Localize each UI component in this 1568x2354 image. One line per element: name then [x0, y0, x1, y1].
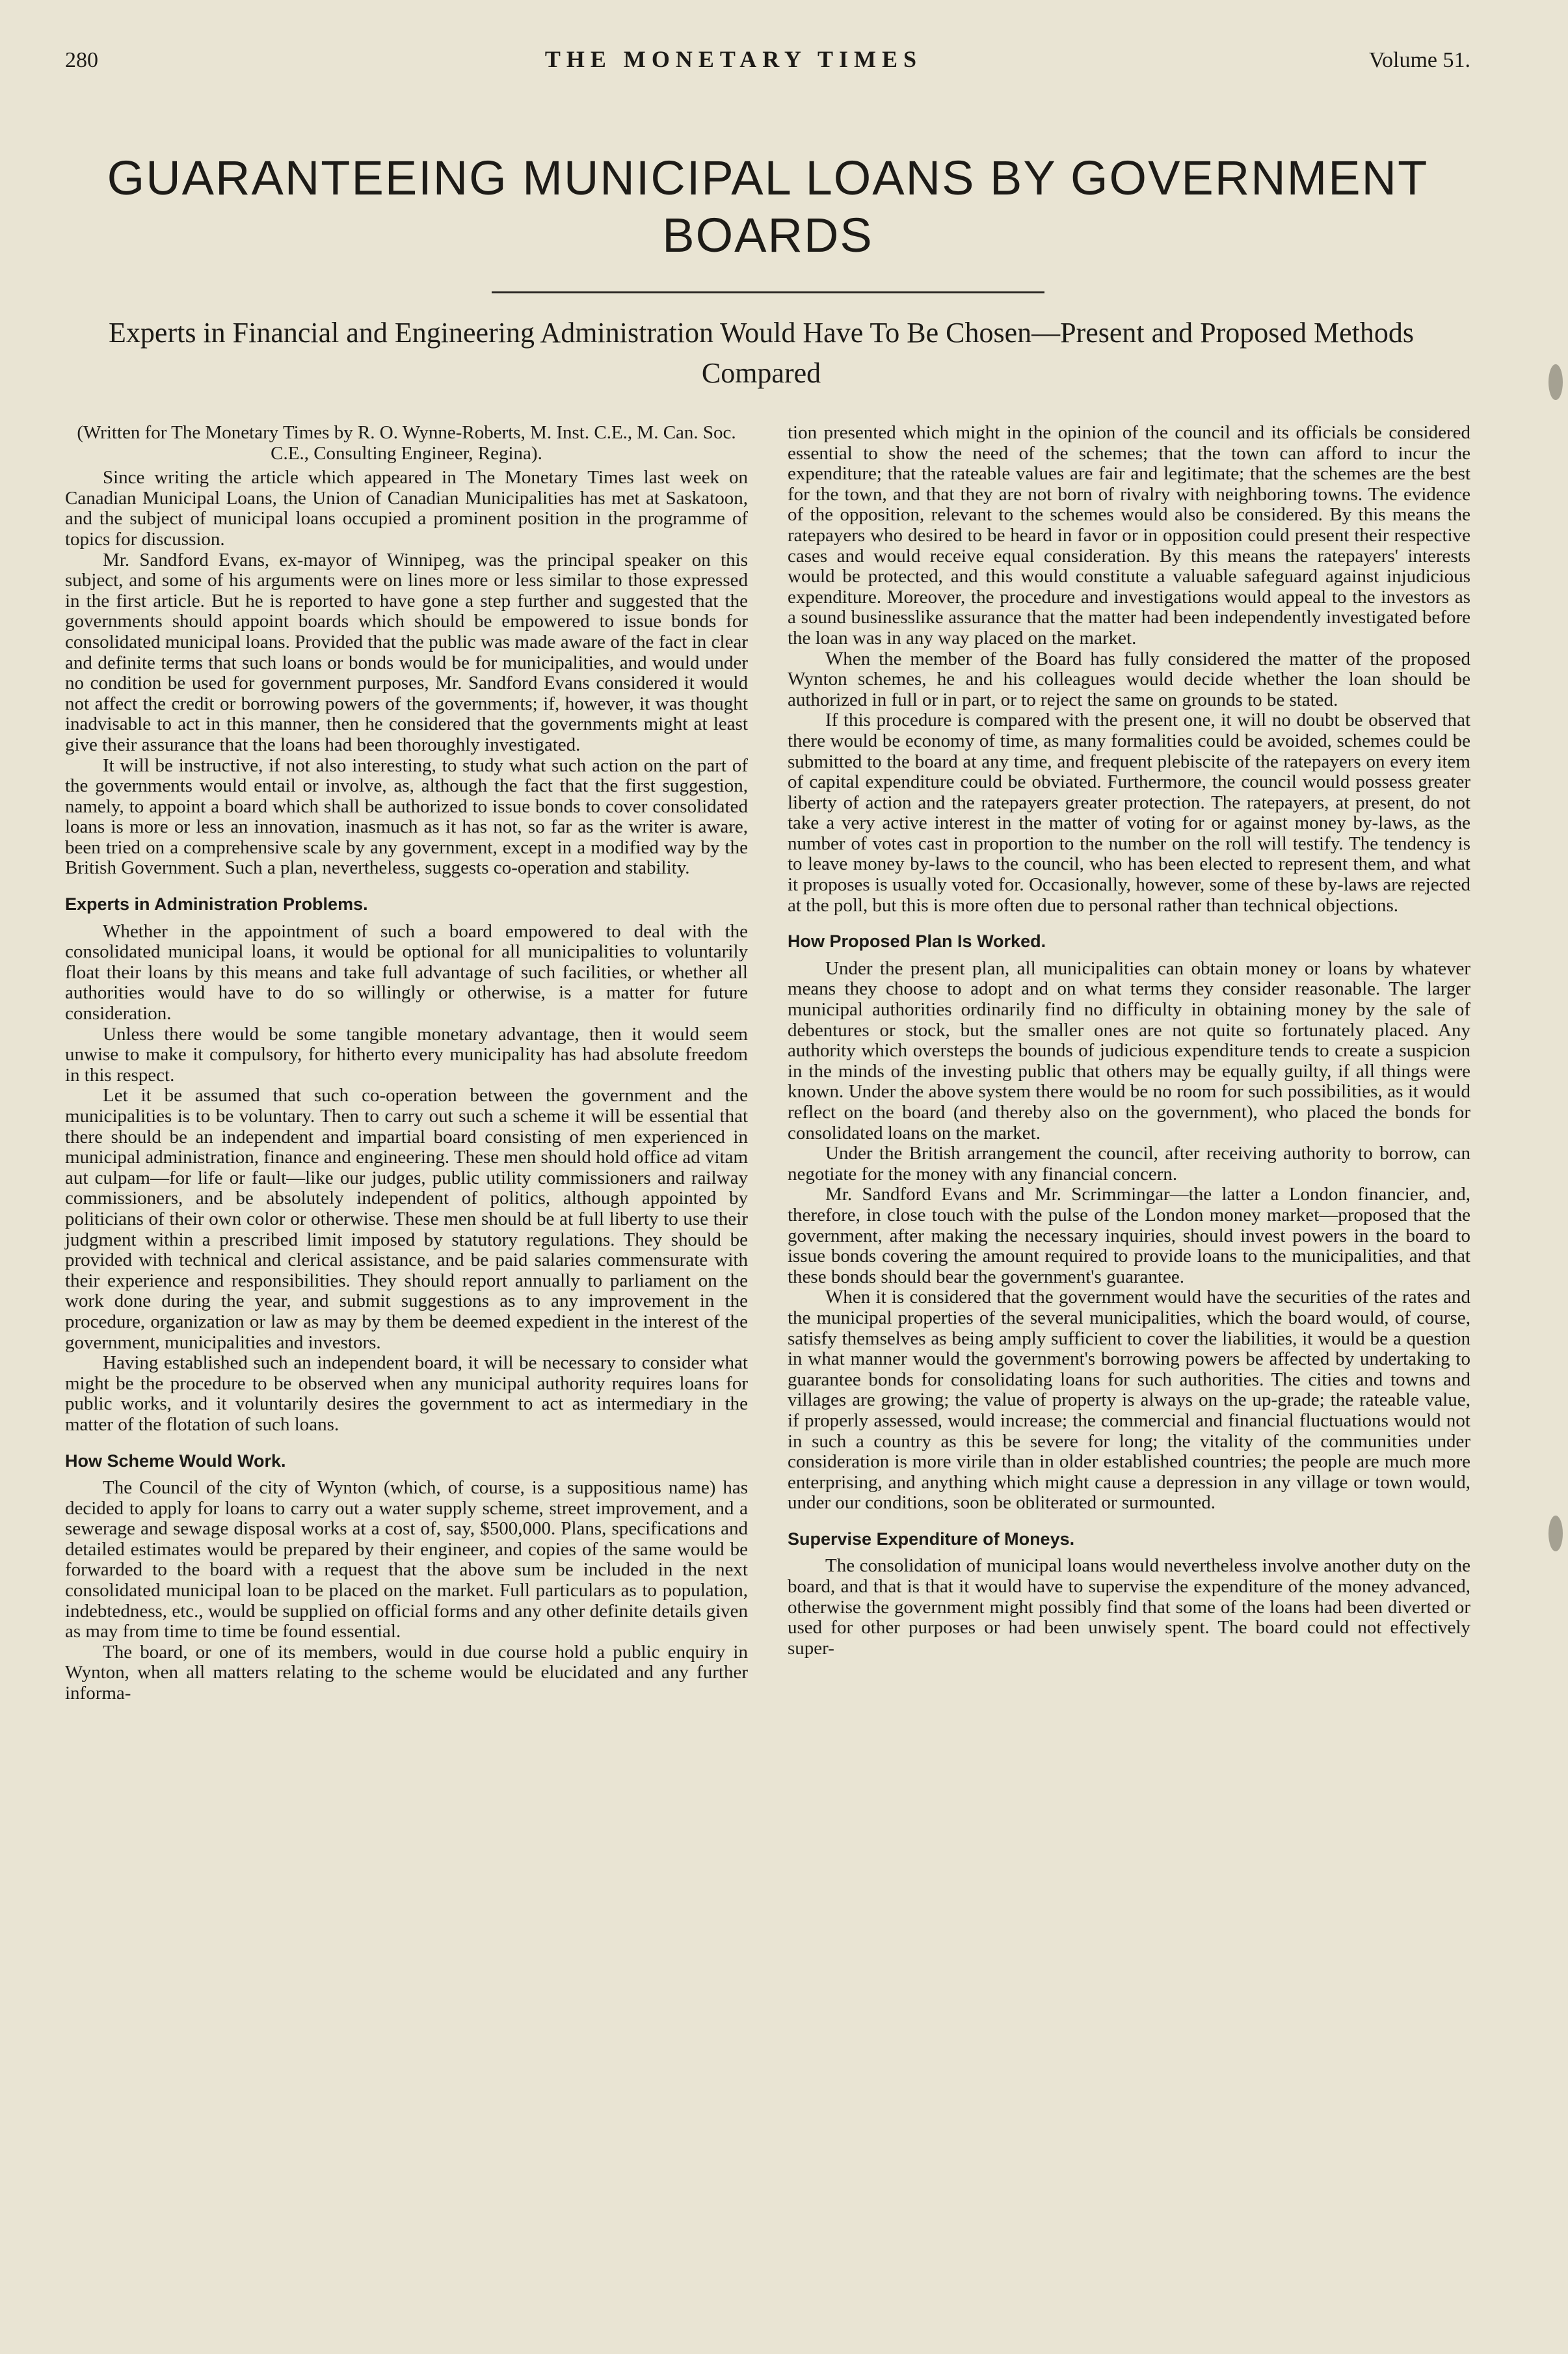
paragraph: Mr. Sandford Evans, ex-mayor of Winnipeg, was the principal speaker on this subject, and some of his arguments were on lines more or less similar to those expressed in the first article. But he is reported to have gone a step further and suggested that the governments should appoint boards which should be empowered to issue bonds for consolidated municipal loans. Provided that the public was made aware of the fact in clear and definite terms that such loans or bonds would be for municipalities, and would under no condition be used for government purposes, Mr. Sandford Evans considered it would not affect the credit or borrowing powers of the governments; if, however, it was thought inadvisable to act in this manner, then he considered that the governments might at least give their assurance that the loans had been thoroughly investigated.	[65, 549, 748, 755]
paragraph: Unless there would be some tangible monetary advantage, then it would seem unwise to make it compulsory, for hitherto every municipality has had absolute freedom in this respect.	[65, 1023, 748, 1086]
page-number: 280	[65, 48, 98, 72]
article-subtitle: Experts in Financial and Engineering Administration Would Have To Be Chosen—Present and Proposed Methods Compared	[109, 317, 1414, 389]
running-head	[65, 46, 1470, 85]
paragraph: Under the present plan, all municipalities can obtain money or loans by whatever means they choose to adopt and on what terms they consider reasonable. The larger municipal authorities ordinarily find no difficulty in obtaining money by the sale of debentures or stock, but the smaller ones are not quite so fortunately placed. Any authority which oversteps the bounds of judicious expenditure tends to create a suspicion in the minds of the investing public that others may be equally guilty, if all things were known. Under the above system there would be no room for such possibilities, as it would reflect on the board (and thereby also on the government), who placed the bonds for consolidated loans on the market.	[788, 957, 1470, 1144]
paragraph: Having established such an independent board, it will be necessary to consider what might be the procedure to be observed when any municipal authority requires loans for public works, and it voluntarily desires the government to act as intermediary in the matter of the flotation of such loans.	[65, 1352, 748, 1435]
article-body	[65, 423, 1470, 1704]
paragraph: It will be instructive, if not also interesting, to study what such action on the part of the governments would entail or involve, as, although the fact that the first suggestion, namely, to appoint a board which shall be authorized to issue bonds to cover consolidated loans is more or less an innovation, inasmuch as it has not, so far as the writer is aware, been tried on a comprehensive scale by any government, except in a modified way by the British Government. Such a plan, nevertheless, suggests co-operation and stability.	[65, 755, 748, 879]
byline: (Written for The Monetary Times by R. O. Wynne-Roberts, M. Inst. C.E., M. Can. Soc. C.E., Consulting Engineer, Regina).	[77, 422, 736, 464]
left-column	[65, 423, 748, 1704]
section-heading: How Scheme Would Work.	[65, 1451, 286, 1471]
page-edge-mark	[1548, 1516, 1563, 1551]
paragraph: Under the British arrangement the council, after receiving authority to borrow, can negotiate for the money with any financial concern.	[788, 1143, 1470, 1184]
section-heading: Experts in Administration Problems.	[65, 894, 368, 915]
section-heading: Supervise Expenditure of Moneys.	[788, 1529, 1075, 1549]
paragraph: The board, or one of its members, would in due course hold a public enquiry in Wynton, when all matters relating to the scheme would be elucidated and any further informa-	[65, 1641, 748, 1704]
paragraph: If this procedure is compared with the present one, it will no doubt be observed that there would be economy of time, as many formalities could be avoided, schemes could be submitted to the board at any time, and frequent plebiscite of the ratepayers on every item of capital expenditure could be obviated. Furthermore, the council would possess greater liberty of action and the ratepayers greater protection. The ratepayers, at present, do not take a very active interest in the matter of voting for or against money by-laws, as the number of votes cast in proportion to the number on the roll will testify. The tendency is to leave money by-laws to the council, who has been elected to represent them, and what it proposes is usually voted for. Occasionally, however, some of these by-laws are rejected at the poll, but this is more often due to personal rather than technical objections.	[788, 710, 1470, 916]
paragraph: The consolidation of municipal loans would nevertheless involve another duty on the board, and that is that it would have to supervise the expenditure of the money advanced, otherwise the government might possibly find that some of the loans had been diverted or used for other purposes or had been unwisely spent. The board could not effectively super-	[788, 1555, 1470, 1659]
paragraph: When it is considered that the government would have the securities of the rates and the municipal properties of the several municipalities, which the board would, of course, satisfy themselves as being amply sufficient to cover the liabilities, it would be a question in what manner would the government's borrowing powers be affected by undertaking to guarantee bonds for consolidating loans for such authorities. The cities and towns and villages are growing; the value of property is always on the up-grade; the rateable value, if properly assessed, would increase; the commercial and financial fluctuations would not in such a country as this be severe for long; the vitality of the communities under consideration is more virile than in older established countries; the people are much more enterprising, and anything which might cause a depression in any village or town would, under our conditions, soon be obliterated or surmounted.	[788, 1287, 1470, 1514]
title-divider	[492, 291, 1044, 293]
volume-label: Volume 51.	[1368, 48, 1470, 72]
paragraph: The Council of the city of Wynton (which, of course, is a suppositious name) has decided to apply for loans to carry out a water supply scheme, street improvement, and a sewerage and sewage disposal works at a cost of, say, $500,000. Plans, specifications and detailed estimates would be prepared by their engineer, and copies of the same would be forwarded to the board with a request that the above sum be included in the next consolidated municipal loan to be placed on the market. Full particulars as to population, indebtedness, etc., would be supplied on official forms and any other definite details given as may from time to time be found essential.	[65, 1477, 748, 1642]
paragraph: When the member of the Board has fully considered the matter of the proposed Wynton schemes, he and his colleagues would decide whether the loan should be authorized in full or in part, or to reject the same on grounds to be stated.	[788, 648, 1470, 710]
publication-name: THE MONETARY TIMES	[544, 46, 922, 72]
page-edge-mark	[1548, 364, 1563, 400]
section-heading: How Proposed Plan Is Worked.	[788, 931, 1046, 952]
paragraph: Whether in the appointment of such a board empowered to deal with the consolidated municipal loans, it would be optional for all municipalities to voluntarily float their loans by this means and take full advantage of such facilities, or whether all authorities would have to do so willingly or otherwise, is a matter for future consideration.	[65, 920, 748, 1024]
paragraph: Since writing the article which appeared in The Monetary Times last week on Canadian Municipal Loans, the Union of Canadian Municipalities has met at Saskatoon, and the subject of municipal loans occupied a prominent position in the programme of topics for discussion.	[65, 467, 748, 550]
paragraph: Let it be assumed that such co-operation between the government and the municipalities is to be voluntary. Then to carry out such a scheme it will be essential that there should be an independent and impartial board consisting of men experienced in municipal administration, finance and engineering. These men should hold office ad vitam aut culpam—for life or fault—like our judges, public utility commissioners and railway commissioners, and be absolutely independent of politics, although appointed by politicians of their own color or otherwise. These men should be at full liberty to use their judgment within a prescribed limit imposed by statutory regulations. They should be provided with technical and clerical assistance, and be paid salaries commensurate with their experience and responsibilities. They should report annually to parliament on the work done during the year, and submit suggestions as to any improvement in the procedure, organization or law as may by them be deemed expedient in the interest of the government, municipalities and investors.	[65, 1085, 748, 1353]
right-column	[788, 423, 1470, 1704]
article-title: GUARANTEEING MUNICIPAL LOANS BY GOVERNMENT BOARDS	[107, 151, 1429, 262]
paragraph: tion presented which might in the opinion of the council and its officials be considered essential to show the need of the schemes; that the town can afford to incur the expenditure; that the rateable values are fair and legitimate; that the schemes are the best for the town, and that they are not born of rivalry with neighboring towns. The evidence of the opposition, relevant to the schemes would also be considered. By this means the ratepayers who desired to be heard in favor or in opposition could present their respective cases and would receive equal consideration. By this means the ratepayers' interests would be protected, and this would constitute a valuable safeguard against injudicious expenditure. Moreover, the procedure and investigations would appeal to the investors as a sound businesslike assurance that the matter had been independently investigated before the loan was in any way placed on the market.	[788, 422, 1470, 649]
paragraph: Mr. Sandford Evans and Mr. Scrimmingar—the latter a London financier, and, therefore, in close touch with the pulse of the London money market—proposed that the government, after making the necessary inquiries, should invest powers in the board to issue bonds covering the amount required to provide loans to the municipalities, and that these bonds should bear the government's guarantee.	[788, 1184, 1470, 1287]
